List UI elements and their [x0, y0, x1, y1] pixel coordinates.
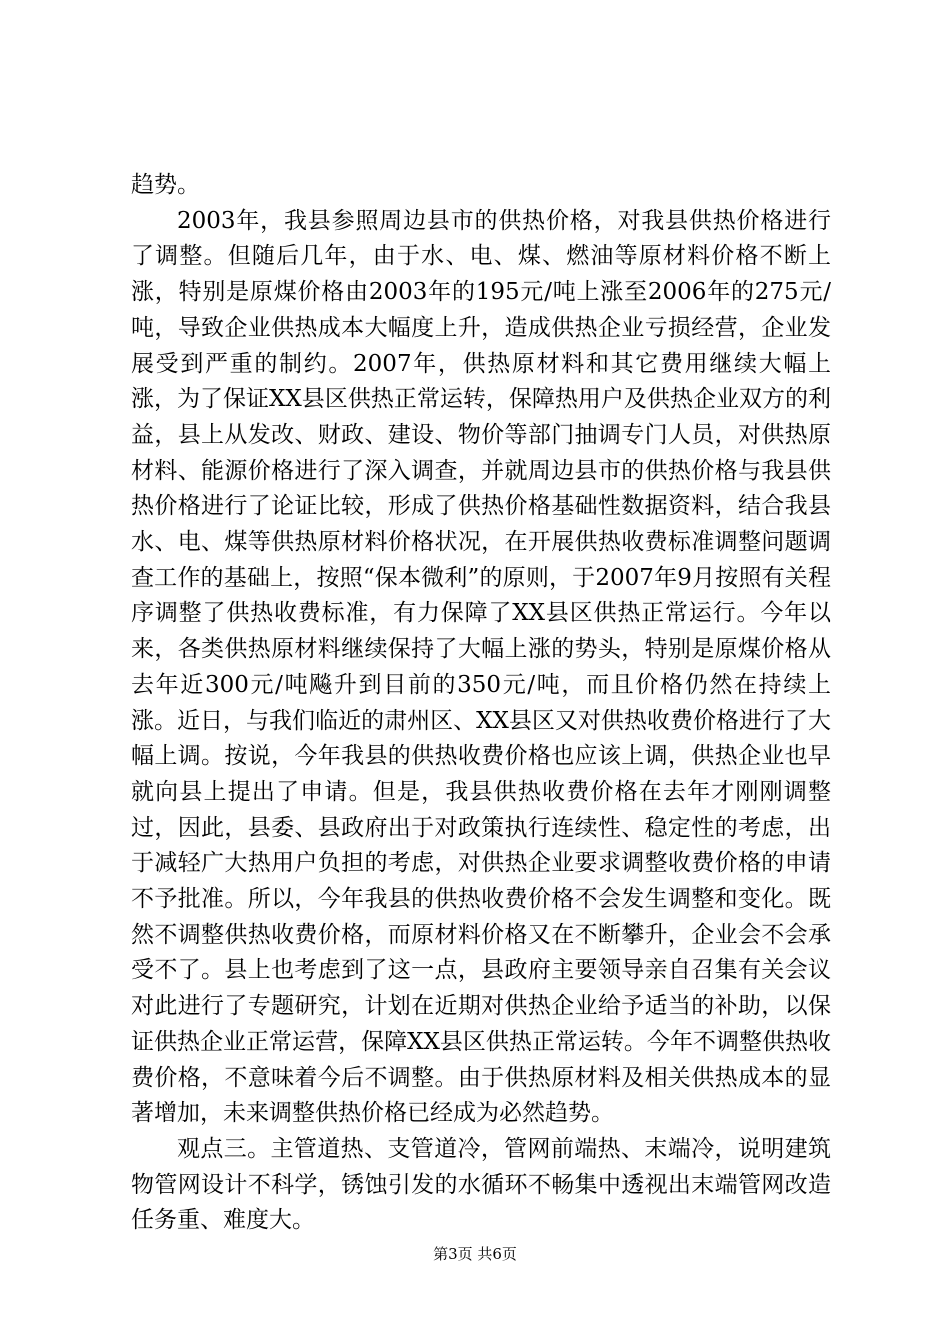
paragraph-viewpoint-three: 观点三。主管道热、支管道冷，管网前端热、末端冷，说明建筑物管网设计不科学，锈蚀引发的水循环不畅集中透视出末端管网改造任务重、难度大。	[131, 1135, 831, 1234]
paragraph-continuation: 趋势。	[131, 172, 200, 198]
page-footer: 第3页 共6页	[433, 1245, 517, 1263]
paragraph-heating-price-adjustment: 2003年，我县参照周边县市的供热价格，对我县供热价格进行了调整。但随后几年，由于水、电、煤、燃油等原材料价格不断上涨，特别是原煤价格由2003年的195元/吨上涨至2006年的275元/吨，导致企业供热成本大幅度上升，造成供热企业亏损经营，企业发展受到严重的制约。2007年，供热原材料和其它费用继续大幅上涨，为了保证XX县区供热正常运转，保障热用户及供热企业双方的利益，县上从发改、财政、建设、物价等部门抽调专门人员，对供热原材料、能源价格进行了深入调查，并就周边县市的供热价格与我县供热价格进行了论证比较，形成了供热价格基础性数据资料，结合我县水、电、煤等供热原材料价格状况，在开展供热收费标准调整问题调查工作的基础上，按照“保本微利”的原则，于2007年9月按照有关程序调整了供热收费标准，有力保障了XX县区供热正常运行。今年以来，各类供热原材料继续保持了大幅上涨的势头，特别是原煤价格从去年近300元/吨飚升到目前的350元/吨，而且价格仍然在持续上涨。近日，与我们临近的肃州区、XX县区又对供热收费价格进行了大幅上调。按说，今年我县的供热收费价格也应该上调，供热企业也早就向县上提出了申请。但是，我县供热收费价格在去年才刚刚调整过，因此，县委、县政府出于对政策执行连续性、稳定性的考虑，出于减轻广大热用户负担的考虑，对供热企业要求调整收费价格的申请不予批准。所以，今年我县的供热收费价格不会发生调整和变化。既然不调整供热收费价格，而原材料价格又在不断攀升，企业会不会承受不了。县上也考虑到了这一点，县政府主要领导亲自召集有关会议对此进行了专题研究，计划在近期对供热企业给予适当的补助，以保证供热企业正常运营，保障XX县区供热正常运转。今年不调整供热收费价格，不意味着今后不调整。由于供热原材料及相关供热成本的显著增加，未来调整供热价格已经成为必然趋势。	[131, 207, 831, 1127]
document-body	[131, 168, 831, 1239]
